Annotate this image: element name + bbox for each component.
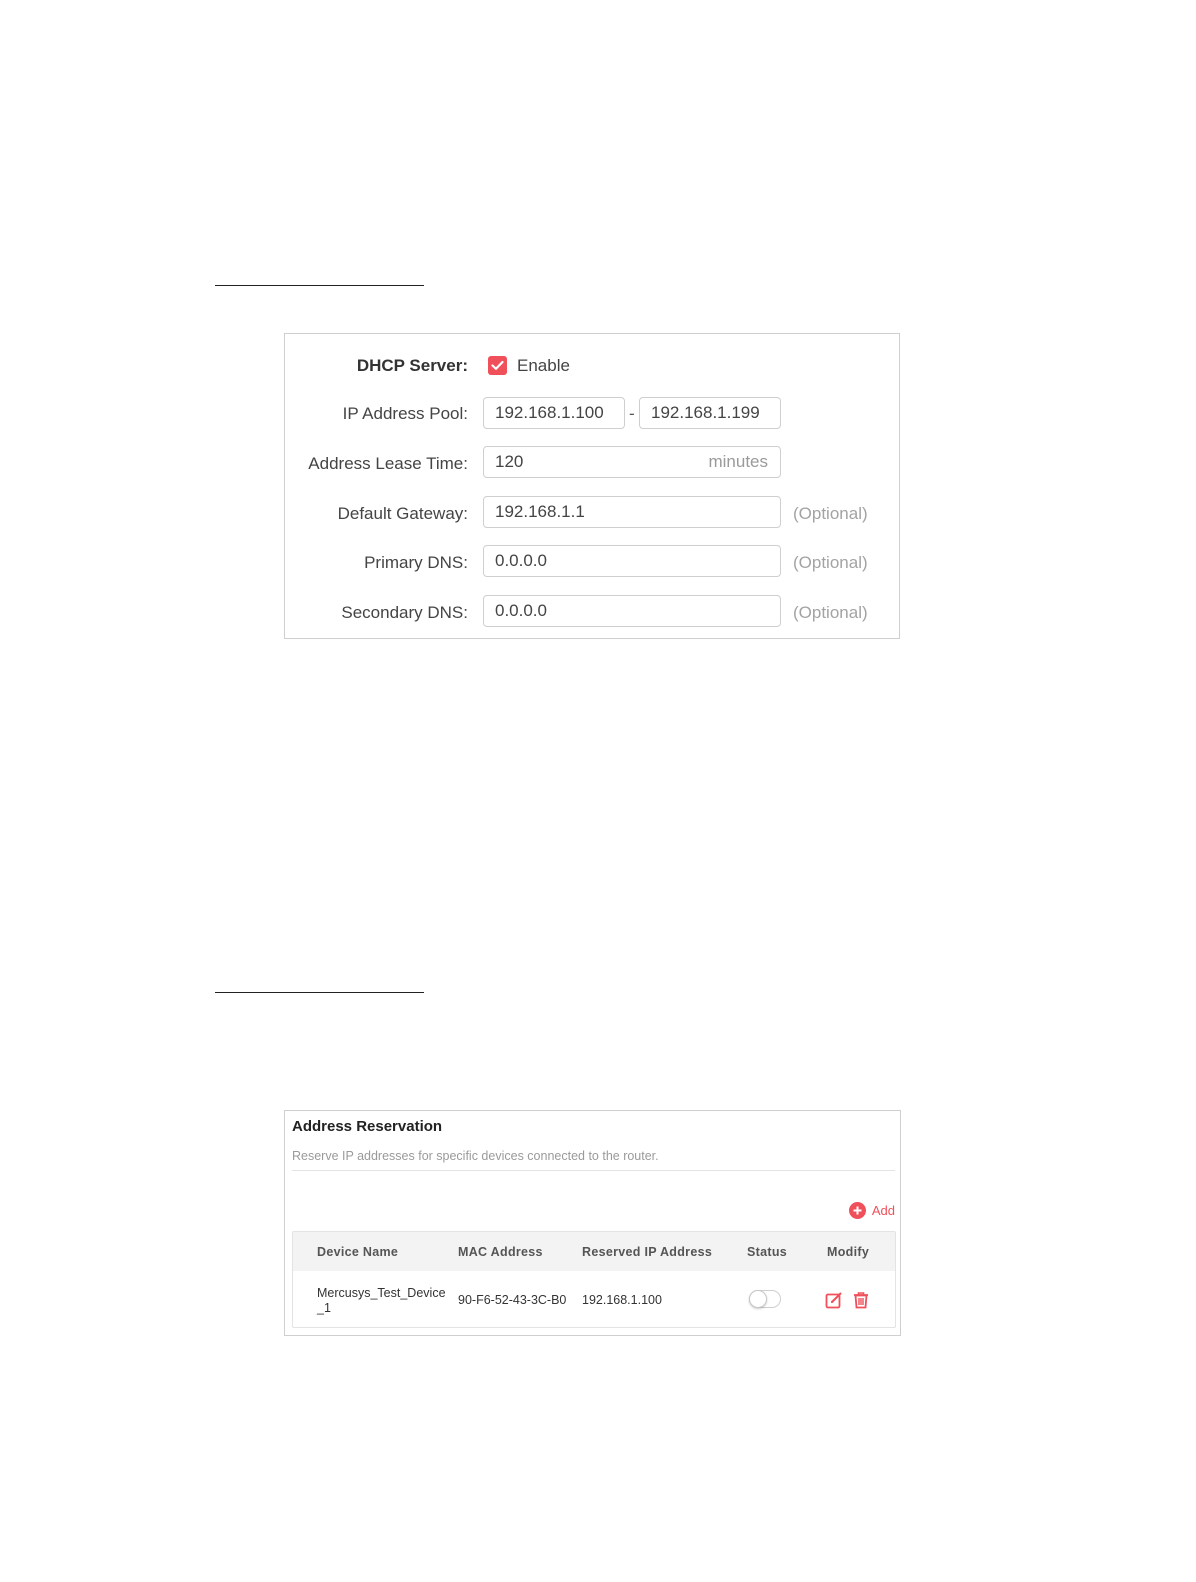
ip-pool-separator: - [629, 404, 635, 423]
gateway-optional-hint: (Optional) [793, 504, 868, 523]
enable-checkbox[interactable] [488, 356, 507, 375]
reservation-table [292, 1231, 896, 1328]
default-gateway-input[interactable] [483, 496, 781, 528]
col-device-name: Device Name [317, 1245, 399, 1259]
address-reservation-panel [284, 1110, 901, 1336]
enable-label: Enable [517, 356, 570, 375]
lease-time-input[interactable] [483, 446, 781, 478]
device-name-cell-cont: _1 [317, 1301, 331, 1315]
primary-dns-input[interactable] [483, 545, 781, 577]
ip-pool-end-input[interactable] [639, 397, 781, 429]
primary-dns-value: 0.0.0.0 [495, 551, 547, 570]
secondary-dns-label: Secondary DNS: [341, 603, 468, 622]
add-reservation-button[interactable] [849, 1202, 895, 1219]
reservation-description: Reserve IP addresses for specific devices connected to the router. [292, 1149, 659, 1163]
reservation-title: Address Reservation [292, 1118, 443, 1135]
lease-time-unit: minutes [708, 452, 768, 471]
mac-address-cell: 90-F6-52-43-3C-B0 [458, 1293, 567, 1307]
ip-pool-start-input[interactable] [483, 397, 625, 429]
secondary-dns-input[interactable] [483, 595, 781, 627]
col-modify: Modify [827, 1245, 870, 1259]
secondary-dns-value: 0.0.0.0 [495, 601, 547, 620]
col-reserved-ip: Reserved IP Address [582, 1245, 713, 1259]
trash-icon[interactable] [852, 1291, 870, 1314]
ip-pool-label: IP Address Pool: [342, 404, 468, 423]
reservation-divider [292, 1170, 895, 1171]
dhcp-settings-panel [284, 333, 900, 639]
default-gateway-label: Default Gateway: [337, 504, 468, 523]
plus-circle-icon [849, 1202, 866, 1219]
ip-pool-end-value: 192.168.1.199 [651, 403, 760, 422]
ip-pool-start-value: 192.168.1.100 [495, 403, 604, 422]
lease-time-label: Address Lease Time: [308, 454, 468, 473]
device-name-cell: Mercusys_Test_Device [317, 1286, 446, 1300]
dhcp-server-label: DHCP Server: [356, 356, 468, 375]
col-status: Status [747, 1245, 788, 1259]
secondary-dns-optional-hint: (Optional) [793, 603, 868, 622]
primary-dns-label: Primary DNS: [364, 553, 468, 572]
default-gateway-value: 192.168.1.1 [495, 502, 585, 521]
edit-icon[interactable] [825, 1291, 843, 1314]
primary-dns-optional-hint: (Optional) [793, 553, 868, 572]
reserved-ip-cell: 192.168.1.100 [582, 1293, 662, 1307]
table-header [293, 1232, 895, 1271]
section-underline-1 [215, 285, 424, 286]
toggle-knob [749, 1290, 767, 1308]
lease-time-value: 120 [495, 452, 524, 471]
add-label: Add [871, 1203, 895, 1218]
section-underline-2 [215, 992, 424, 993]
status-toggle[interactable] [749, 1290, 781, 1308]
col-mac-address: MAC Address [458, 1245, 543, 1259]
check-icon [491, 360, 504, 371]
